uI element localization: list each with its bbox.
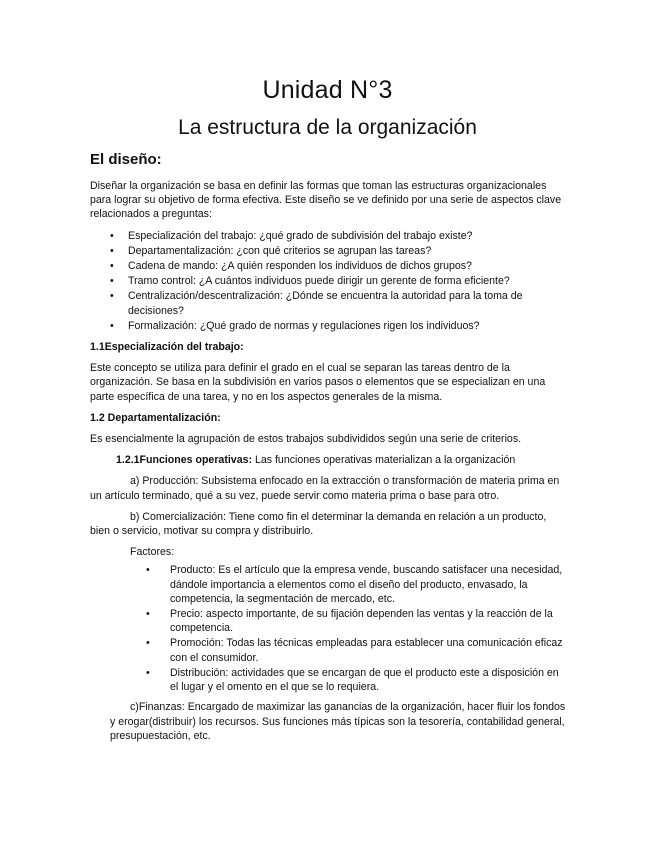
list-item-text: Precio: aspecto importante, de su fijación dependen las ventas y la reacción de la competencia. — [170, 608, 553, 635]
section-1-1-text: Este concepto se utiliza para definir el grado en el cual se separan las tareas dentro de la organización. Se basa en la subdivisión en varios pasos o elementos que se especializan en una parte específica de una tarea, y no en los aspectos generales de la misma. — [90, 362, 546, 403]
design-heading: El diseño: — [90, 151, 162, 168]
commercialization-paragraph: b) Comercialización: Tiene como fin el determinar la demanda en relación a un producto, bien o servicio, motivar su compra y distribuirlo. — [90, 510, 547, 538]
list-item — [90, 274, 567, 288]
bullet-icon: • — [110, 244, 114, 257]
section-1-2-text: Es esencialmente la agrupación de estos trabajos subdivididos según una serie de criterios. — [90, 433, 522, 446]
list-item — [90, 563, 567, 606]
list-item — [90, 229, 567, 243]
bullet-icon: • — [146, 637, 150, 650]
bullet-icon: • — [146, 608, 150, 621]
bullet-icon: • — [110, 290, 114, 303]
factors-list — [90, 563, 567, 694]
bullet-icon: • — [110, 319, 114, 332]
page-subtitle: La estructura de la organización — [178, 116, 477, 139]
subsection-1-2-1 — [90, 453, 567, 467]
list-item — [90, 636, 567, 664]
list-item-text: Formalización: ¿Qué grado de normas y regulaciones rigen los individuos? — [128, 319, 480, 332]
bullet-icon: • — [146, 666, 150, 679]
document-body — [90, 150, 567, 750]
subsection-1-2-1-heading: 1.2.1Funciones operativas: — [116, 454, 253, 467]
list-item-text: Tramo control: ¿A cuántos individuos puede dirigir un gerente de forma eficiente? — [128, 275, 510, 288]
list-item — [90, 244, 567, 258]
bullet-icon: • — [110, 260, 114, 273]
list-item-text: Departamentalización: ¿con qué criterios se agrupan las tareas? — [128, 244, 432, 257]
section-1-1-heading: 1.1Especialización del trabajo: — [90, 341, 244, 354]
page-title: Unidad N°3 — [262, 76, 393, 104]
subsection-1-2-1-text: Las funciones operativas materializan a la organización — [252, 454, 516, 467]
list-item-text: Promoción: Todas las técnicas empleadas para establecer una comunicación eficaz con el consumidor. — [170, 637, 563, 664]
design-aspects-list — [90, 229, 567, 333]
list-item-text: Especialización del trabajo: ¿qué grado de subdivisión del trabajo existe? — [128, 229, 473, 242]
list-item — [90, 259, 567, 273]
finance-paragraph: c)Finanzas: Encargado de maximizar las ganancias de la organización, hacer fluir los fondos y erogar(distribuir) los recursos. Sus funciones más típicas son la tesorería, contabilidad general, presupuestación, etc. — [110, 701, 566, 742]
list-item-text: Distribución: actividades que se encargan de que el producto este a disposición en el lugar y el omento en el que se lo requiera. — [170, 666, 559, 694]
list-item — [90, 289, 567, 317]
list-item-text: Cadena de mando: ¿A quién responden los individuos de dichos grupos? — [128, 260, 472, 273]
list-item — [90, 666, 567, 694]
factors-label: Factores: — [130, 546, 175, 559]
bullet-icon: • — [146, 564, 150, 577]
section-1-2-heading: 1.2 Departamentalización: — [90, 411, 221, 424]
list-item-text: Producto: Es el artículo que la empresa vende, buscando satisfacer una necesidad, dándole importancia a elementos como el diseño del producto, envasado, la competencia, la segmentación de mercado, etc. — [170, 564, 563, 605]
list-item — [90, 319, 567, 333]
design-intro: Diseñar la organización se basa en definir las formas que toman las estructuras organizacionales para lograr su objetivo de forma efectiva. Este diseño se ve definido por una serie de aspectos clave relacionados a preguntas: — [90, 180, 562, 221]
bullet-icon: • — [110, 229, 114, 242]
list-item — [90, 607, 567, 635]
list-item-text: Centralización/descentralización: ¿Dónde se encuentra la autoridad para la toma de decisiones? — [128, 290, 523, 317]
bullet-icon: • — [110, 275, 114, 288]
production-paragraph: a) Producción: Subsistema enfocado en la extracción o transformación de materia prima en un artículo terminado, qué a su vez, puede servir como materia prima o base para otro. — [90, 475, 560, 502]
